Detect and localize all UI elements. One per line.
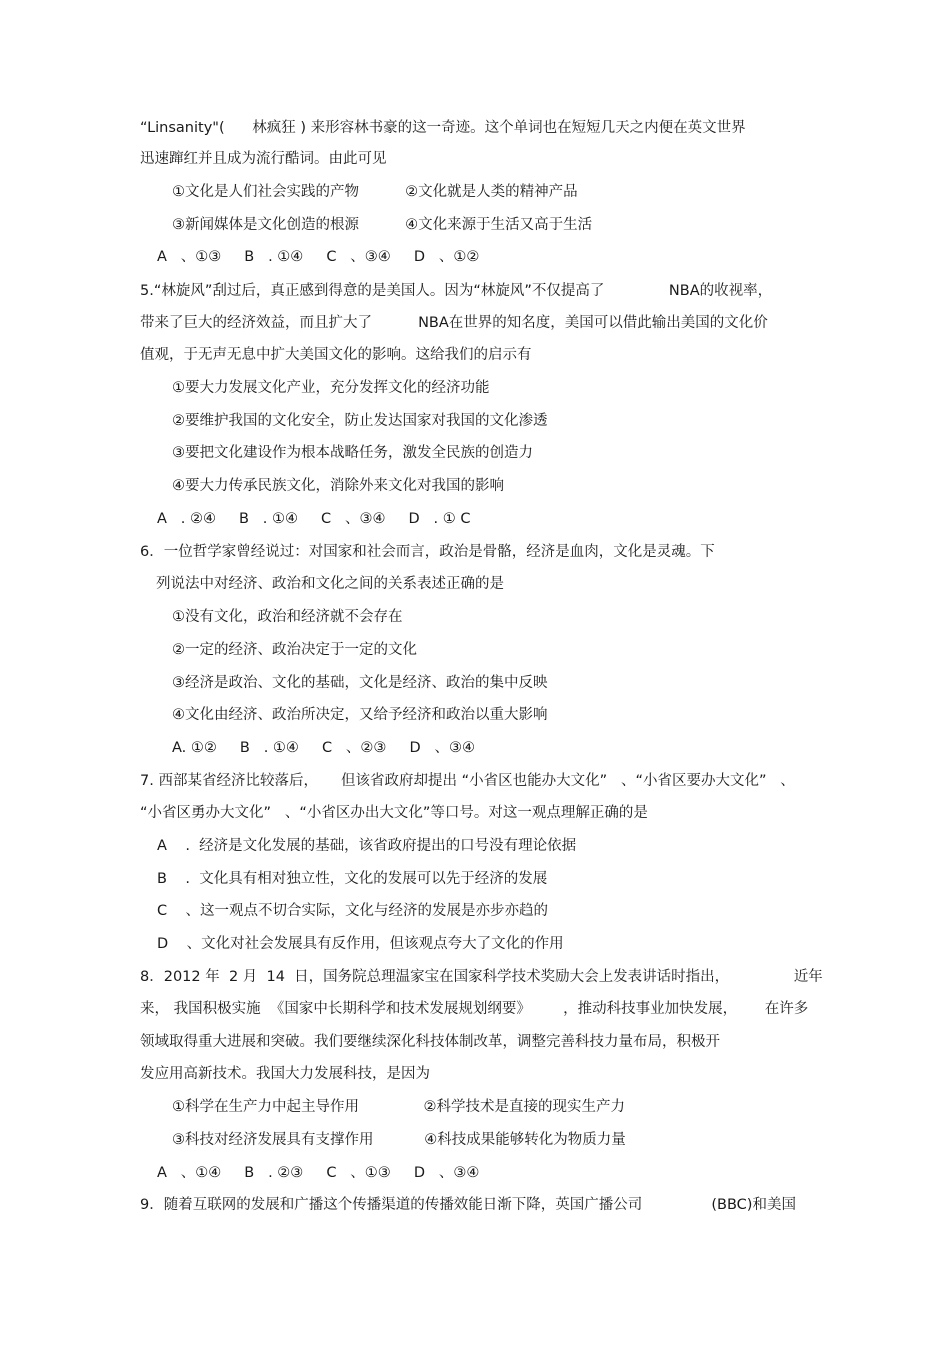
text-line: 来， 我国积极实施 《国家中长期科学和技术发展规划纲要》 ，推动科技事业加快发展， 在许多 <box>140 1001 809 1017</box>
text-line: 6．一位哲学家曾经说过：对国家和社会而言，政治是骨骼，经济是血肉，文化是灵魂。下 <box>140 544 715 560</box>
text-line: D 、文化对社会发展具有反作用，但该观点夸大了文化的作用 <box>157 936 564 952</box>
text-line: 7. 西部某省经济比较落后， 但该省政府却提出 “小省区也能办大文化” 、“小省区要办大文化” 、 <box>140 773 795 789</box>
text-line: “小省区勇办大文化” 、“小省区办出大文化”等口号。对这一观点理解正确的是 <box>140 805 648 821</box>
text-line: A . 经济是文化发展的基础，该省政府提出的口号没有理论依据 <box>157 838 577 854</box>
text-line: 5.“林旋风”刮过后，真正感到得意的是美国人。因为“林旋风”不仅提高了 NBA的收视率， <box>140 283 773 299</box>
text-line: “Linsanity"( 林疯狂 ) 来形容林书豪的这一奇迹。这个单词也在短短几天之内便在英文世界 <box>140 120 746 136</box>
text-line: B . 文化具有相对独立性，文化的发展可以先于经济的发展 <box>157 871 548 887</box>
text-line: A . ②④ B . ①④ C 、③④ D . ① C <box>157 511 471 527</box>
text-line: ③经济是政治、文化的基础，文化是经济、政治的集中反映 <box>172 675 548 691</box>
text-line: ③要把文化建设作为根本战略任务，激发全民族的创造力 <box>172 445 533 461</box>
text-line: ④文化由经济、政治所决定，又给予经济和政治以重大影响 <box>172 707 548 723</box>
text-line: ③科技对经济发展具有支撑作用 ④科技成果能够转化为物质力量 <box>172 1132 626 1148</box>
text-line: ①没有文化，政治和经济就不会存在 <box>172 609 403 625</box>
text-line: ①科学在生产力中起主导作用 ②科学技术是直接的现实生产力 <box>172 1099 626 1115</box>
text-line: 8．2012 年 2 月 14 日，国务院总理温家宝在国家科学技术奖励大会上发表讲话时指出， 近年 <box>140 969 823 985</box>
text-line: 列说法中对经济、政治和文化之间的关系表述正确的是 <box>156 576 504 592</box>
text-line: A 、①④ B . ②③ C 、①③ D 、③④ <box>157 1165 480 1181</box>
text-line: 值观，于无声无息中扩大美国文化的影响。这给我们的启示有 <box>140 347 532 363</box>
text-line: C 、这一观点不切合实际，文化与经济的发展是亦步亦趋的 <box>157 903 549 919</box>
text-line: 发应用高新技术。我国大力发展科技，是因为 <box>140 1066 430 1082</box>
text-line: 带来了巨大的经济效益，而且扩大了 NBA在世界的知名度，美国可以借此输出美国的文化价 <box>140 315 768 331</box>
text-line: ①文化是人们社会实践的产物 ②文化就是人类的精神产品 <box>172 184 578 200</box>
text-line: ④要大力传承民族文化，消除外来文化对我国的影响 <box>172 478 504 494</box>
text-line: A. ①② B . ①④ C 、②③ D 、③④ <box>172 740 475 756</box>
text-line: ③新闻媒体是文化创造的根源 ④文化来源于生活又高于生活 <box>172 217 593 233</box>
text-line: 迅速蹿红并且成为流行酷词。由此可见 <box>140 151 387 167</box>
text-line: ②一定的经济、政治决定于一定的文化 <box>172 642 417 658</box>
text-line: 9．随着互联网的发展和广播这个传播渠道的传播效能日渐下降，英国广播公司 (BBC)和美国 <box>140 1197 796 1213</box>
text-line: 领域取得重大进展和突破。我们要继续深化科技体制改革，调整完善科技力量布局，积极开 <box>140 1034 720 1050</box>
text-line: ②要维护我国的文化安全，防止发达国家对我国的文化渗透 <box>172 413 548 429</box>
text-line: ①要大力发展文化产业，充分发挥文化的经济功能 <box>172 380 490 396</box>
text-line: A 、①③ B . ①④ C 、③④ D 、①② <box>157 249 480 265</box>
